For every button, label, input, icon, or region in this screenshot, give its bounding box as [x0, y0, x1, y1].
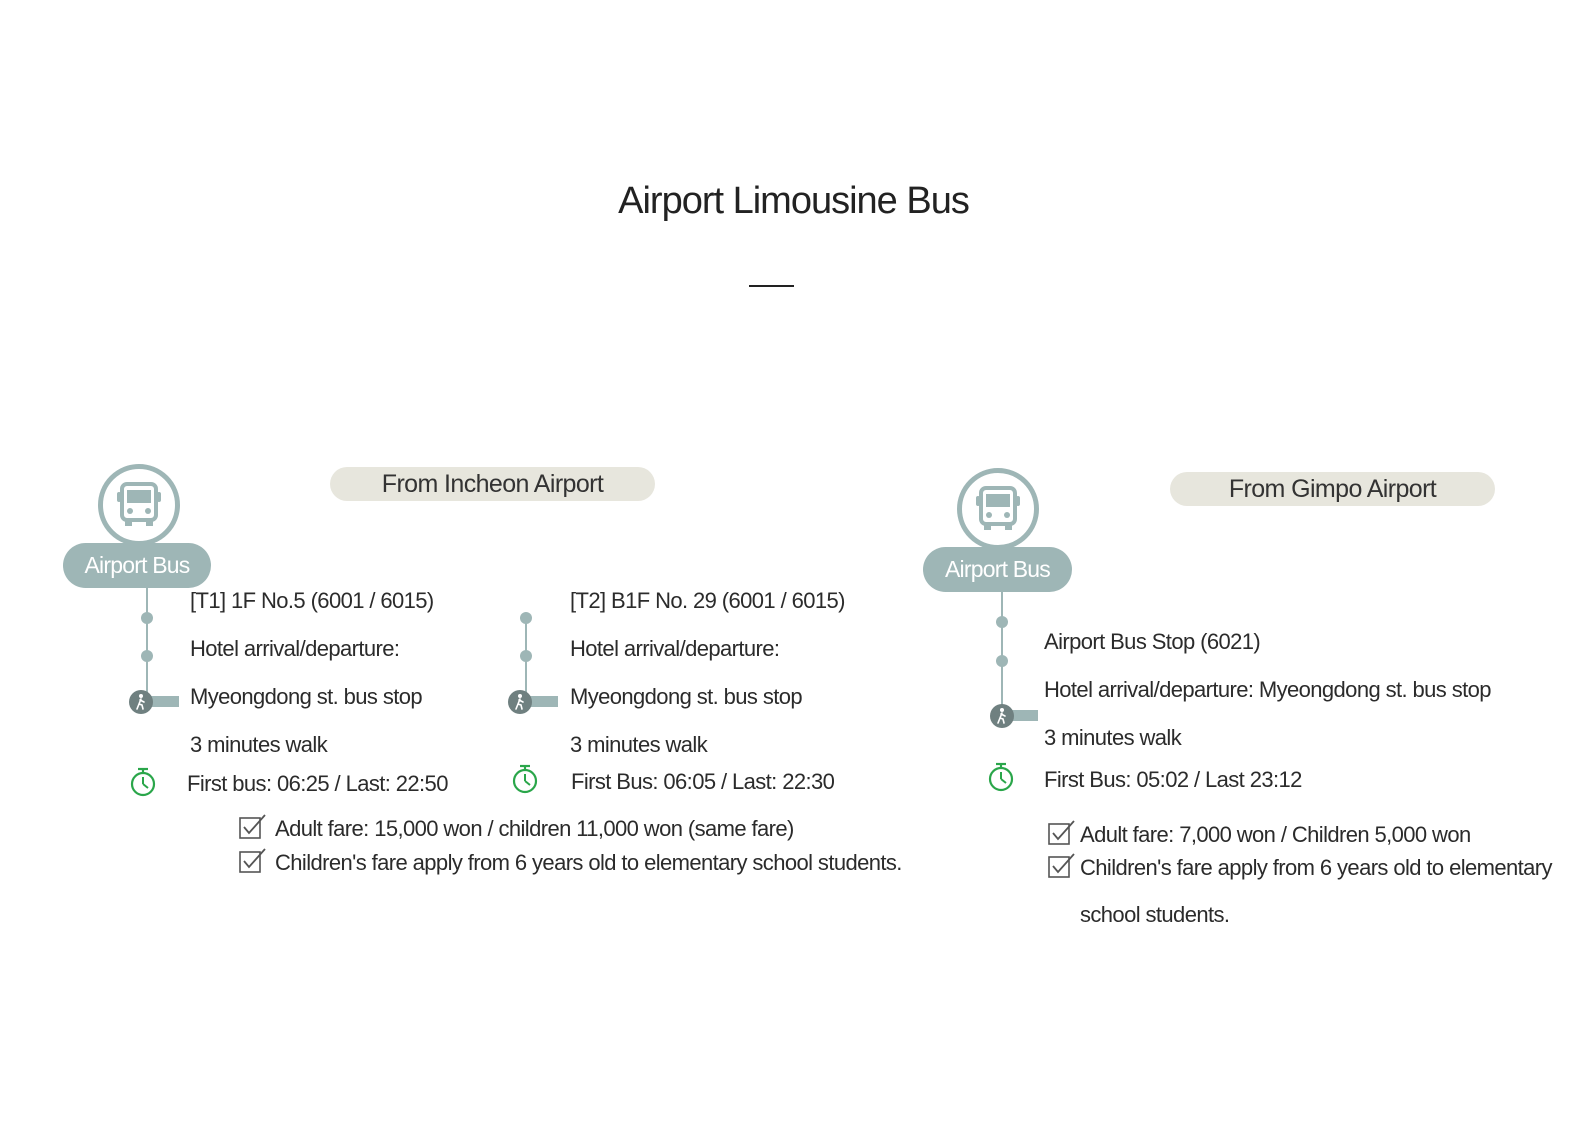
stopwatch-icon: [511, 764, 539, 794]
incheon-heading: From Incheon Airport: [330, 467, 655, 501]
title-divider: [749, 285, 794, 287]
t2-stop: [T2] B1F No. 29 (6001 / 6015): [570, 588, 845, 613]
checkbox-checked-icon: [1048, 853, 1076, 879]
stopwatch-icon: [129, 767, 157, 797]
route-dot: [996, 616, 1008, 628]
t2-bus-stop: Myeongdong st. bus stop: [570, 684, 803, 709]
t1-bus-stop: Myeongdong st. bus stop: [190, 684, 423, 709]
bus-icon: [98, 464, 180, 546]
walk-connector: [529, 696, 558, 707]
t2-walk-time: 3 minutes walk: [570, 732, 708, 757]
t2-hotel: Hotel arrival/departure:: [570, 636, 780, 661]
checkbox-checked-icon: [239, 814, 267, 840]
route-dot: [141, 612, 153, 624]
walk-connector: [150, 696, 179, 707]
gimpo-stop: Airport Bus Stop (6021): [1044, 629, 1261, 654]
airport-bus-badge: Airport Bus: [923, 547, 1072, 592]
checkbox-checked-icon: [239, 848, 267, 874]
t1-hotel: Hotel arrival/departure:: [190, 636, 400, 661]
route-dot: [520, 612, 532, 624]
incheon-fare-note: Adult fare: 15,000 won / children 11,000 won (same fare): [275, 816, 794, 841]
route-line: [146, 588, 148, 700]
route-line: [1001, 592, 1003, 714]
walking-person-icon: [129, 690, 153, 714]
page-title: Airport Limousine Bus: [618, 180, 969, 222]
gimpo-hours: First Bus: 05:02 / Last 23:12: [1044, 767, 1302, 792]
route-dot: [520, 650, 532, 662]
incheon-children-note: Children's fare apply from 6 years old to elementary school students.: [275, 850, 902, 875]
route-dot: [141, 650, 153, 662]
gimpo-children-note: Children's fare apply from 6 years old to elementary: [1080, 855, 1552, 880]
route-dot: [996, 655, 1008, 667]
gimpo-hotel: Hotel arrival/departure: Myeongdong st. bus stop: [1044, 677, 1491, 702]
checkbox-checked-icon: [1048, 820, 1076, 846]
gimpo-fare-note: Adult fare: 7,000 won / Children 5,000 won: [1080, 822, 1471, 847]
t1-stop: [T1] 1F No.5 (6001 / 6015): [190, 588, 434, 613]
airport-bus-badge: Airport Bus: [63, 543, 211, 588]
gimpo-heading: From Gimpo Airport: [1170, 472, 1495, 506]
t2-hours: First Bus: 06:05 / Last: 22:30: [571, 769, 835, 794]
gimpo-children-note-cont: school students.: [1080, 902, 1230, 927]
walking-person-icon: [990, 704, 1014, 728]
gimpo-walk-time: 3 minutes walk: [1044, 725, 1182, 750]
stopwatch-icon: [987, 762, 1015, 792]
bus-icon: [957, 468, 1039, 550]
t1-hours: First bus: 06:25 / Last: 22:50: [187, 771, 448, 796]
t1-walk-time: 3 minutes walk: [190, 732, 328, 757]
walking-person-icon: [508, 690, 532, 714]
